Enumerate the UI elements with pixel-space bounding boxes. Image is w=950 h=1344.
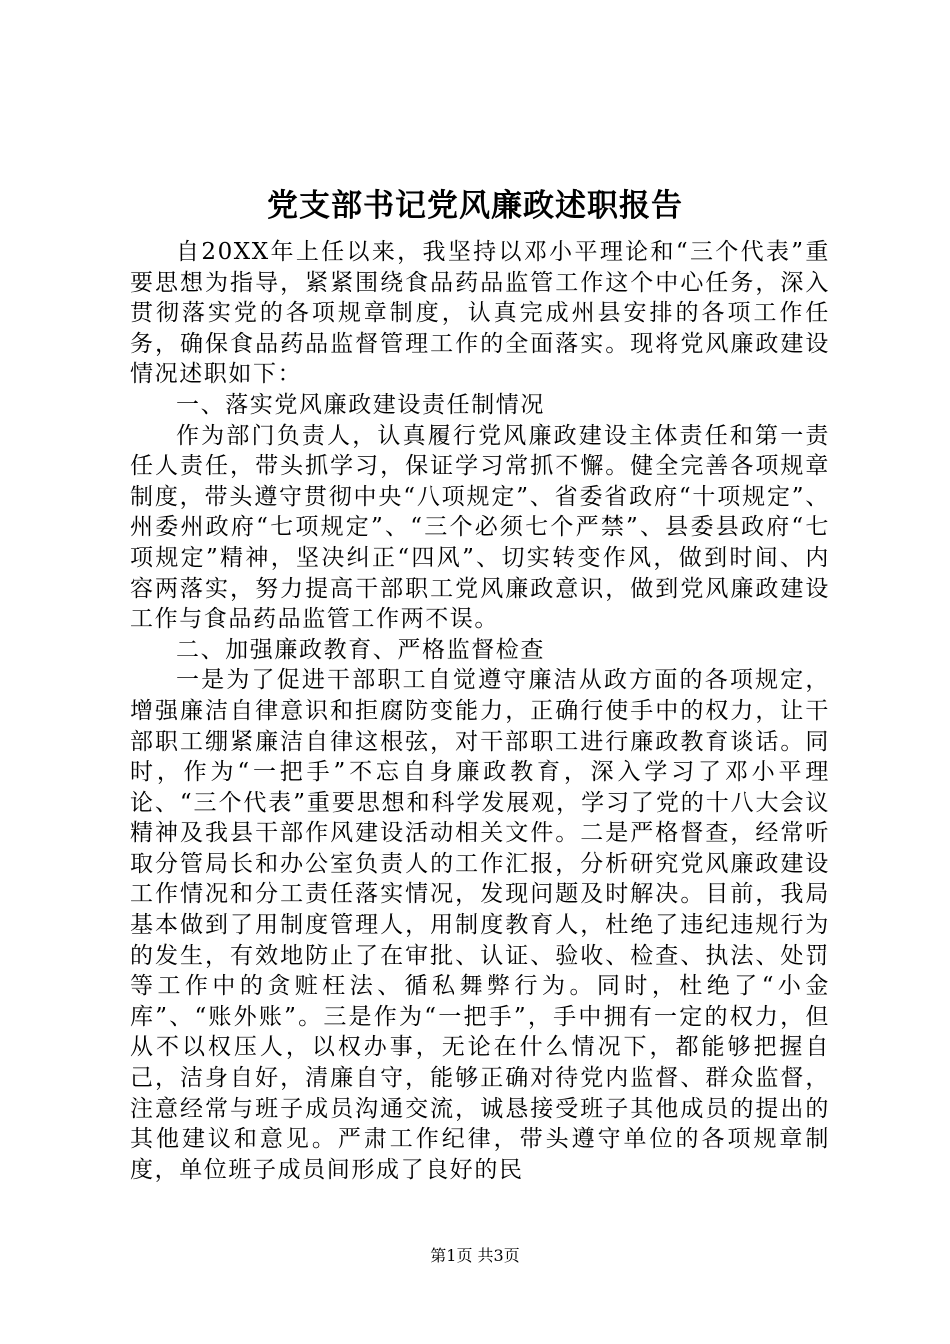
section-heading-2: 二、加强廉政教育、严格监督检查 xyxy=(176,636,545,663)
section-heading-1: 一、落实党风廉政建设责任制情况 xyxy=(176,391,545,418)
paragraph-section-1: 作为部门负责人，认真履行党风廉政建设主体责任和第一责任人责任，带头抓学习，保证学习常抓不懈。健全完善各项规章制度，带头遵守贯彻中央“八项规定”、省委省政府“十项规定”、州委州政府“七项规定”、“三个必须七个严禁”、县委县政府“七项规定”精神，坚决纠正“四风”、切实转变作风，做到时间、内容两落实，努力提高干部职工党风廉政意识，做到党风廉政建设工作与食品药品监管工作两不误。 xyxy=(130,422,830,633)
document-title: 党支部书记党风廉政述职报告 xyxy=(267,188,683,224)
paragraph-section-2: 一是为了促进干部职工自觉遵守廉洁从政方面的各项规定，增强廉洁自律意识和拒腐防变能力，正确行使手中的权力，让干部职工绷紧廉洁自律这根弦，对干部职工进行廉政教育谈话。同时，作为“一把手”不忘自身廉政教育，深入学习了邓小平理论、“三个代表”重要思想和科学发展观，学习了党的十八大会议精神及我县干部作风建设活动相关文件。二是严格督查，经常听取分管局长和办公室负责人的工作汇报，分析研究党风廉政建设工作情况和分工责任落实情况，发现问题及时解决。目前，我局基本做到了用制度管理人，用制度教育人，杜绝了违纪违规行为的发生，有效地防止了在审批、认证、验收、检查、执法、处罚等工作中的贪赃枉法、循私舞弊行为。同时，杜绝了“小金库”、“账外账”。三是作为“一把手”，手中拥有一定的权力，但从不以权压人，以权办事，无论在什么情况下，都能够把握自己，洁身自好，清廉自守，能够正确对待党内监督、群众监督，注意经常与班子成员沟通交流，诚恳接受班子其他成员的提出的其他建议和意见。严肃工作纪律，带头遵守单位的各项规章制度，单位班子成员间形成了良好的民 xyxy=(130,667,830,1183)
page-footer: 第1页 共3页 xyxy=(430,1246,520,1265)
paragraph-intro: 自20XX年上任以来，我坚持以邓小平理论和“三个代表”重要思想为指导，紧紧围绕食品药品监管工作这个中心任务，深入贯彻落实党的各项规章制度，认真完成州县安排的各项工作任务，确保食品药品监督管理工作的全面落实。现将党风廉政建设情况述职如下： xyxy=(130,239,830,388)
document-body xyxy=(130,237,830,1185)
